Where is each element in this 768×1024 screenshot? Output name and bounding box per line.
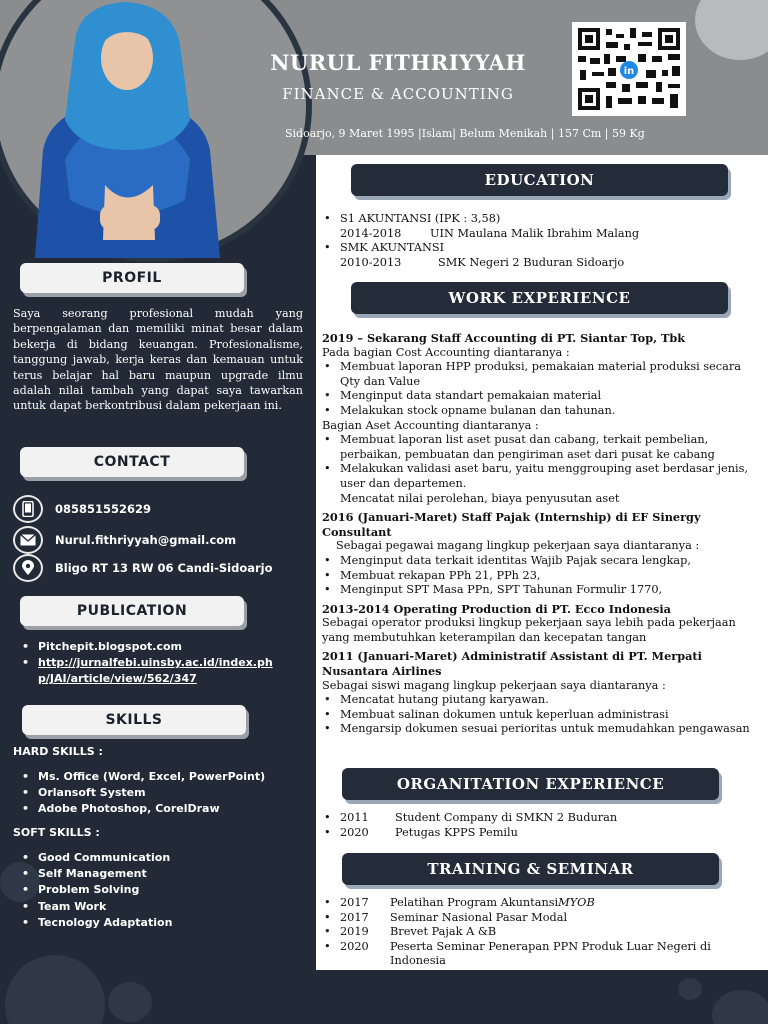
soft-skills-list [22,850,172,931]
job-subheading: Pada bagian Cost Accounting diantaranya : [322,345,570,359]
training-year: 2019 [340,925,369,939]
work-heading: WORK EXPERIENCE [351,282,728,314]
contact-address [13,554,273,582]
job-heading: 2011 (Januari-Maret) Administratif Assistant di PT. Merpati Nusantara Airlines [322,649,702,679]
list-item: • Melakukan stock opname bulanan dan tahunan. [322,404,758,419]
profil-heading: PROFIL [20,263,244,293]
list-item [322,911,758,926]
home-address: Bligo RT 13 RW 06 Candi-Sidoarjo [55,561,273,575]
soft-skills-label: SOFT SKILLS : [13,826,100,839]
org-heading: ORGANITATION EXPERIENCE [342,768,719,800]
location-pin-icon [13,554,43,582]
training-text: Peserta Seminar Penerapan PPN Produk Luar Negeri di Indonesia [390,939,711,968]
list-item: • Good Communication [22,850,172,866]
job-heading: 2016 (Januari-Maret) Staff Pajak (Internship) di EF Sinergy Consultant [322,510,701,539]
phone-icon [13,495,43,523]
candidate-role: FINANCE & ACCOUNTING [282,85,514,103]
list-item: • Membuat rekapan PPh 21, PPh 23, [322,569,758,584]
education-degree: S1 AKUNTANSI (IPK : 3,58) [340,212,501,225]
list-item: • Team Work [22,899,172,915]
list-item: • Problem Solving [22,882,172,898]
envelope-icon [13,526,43,554]
list-item: • Membuat laporan HPP produksi, pemakaian material produksi secara Qty dan Value [322,360,758,389]
publication-link-line1[interactable]: http://jurnalfebi.uinsby.ac.id/index.ph [38,656,273,670]
training-year: • 2020 [340,939,369,953]
publication-link-line2[interactable]: p/JAI/article/view/562/347 [38,672,197,686]
job-heading: 2019 – Sekarang Staff Accounting di PT. Siantar Top, Tbk [322,331,686,345]
publication-list [22,639,273,688]
education-years: 2010-2013 [340,255,402,269]
education-item [322,212,758,241]
training-year: 2017 [340,910,369,924]
list-item: • Ms. Office (Word, Excel, PowerPoint) [22,769,265,785]
contact-heading: CONTACT [20,447,244,477]
qr-code-icon [572,22,686,116]
list-item: • Orlansoft System [22,785,265,801]
profile-photo [25,0,230,258]
training-italic: MYOB [558,896,595,909]
org-section [322,811,758,840]
job-heading: 2013-2014 Operating Production di PT. Ecco Indonesia [322,601,671,616]
list-item [322,896,758,911]
email-address[interactable]: Nurul.fithriyyah@gmail.com [55,533,237,547]
list-item: • Adobe Photoshop, CorelDraw [22,801,265,817]
publication-heading: PUBLICATION [20,596,244,626]
list-item [322,940,758,969]
training-text: Brevet Pajak A &B [390,925,497,939]
list-item: • Menginput SPT Masa PPn, SPT Tahunan Formulir 1770, [322,583,758,598]
education-heading: EDUCATION [351,164,728,196]
list-item [22,655,273,687]
training-heading: TRAINING & SEMINAR [342,853,719,885]
list-item: • Menginput data terkait identitas Wajib Pajak secara lengkap, [322,554,758,569]
org-text: Student Company di SMKN 2 Buduran [395,811,618,824]
deco-circle [108,982,152,1022]
job-extra-line: Mencatat nilai perolehan, biaya penyusutan aset [340,491,620,505]
contact-phone [13,495,151,523]
education-school: SMK Negeri 2 Buduran Sidoarjo [438,255,625,269]
publication-link[interactable] [38,656,273,685]
hard-skills-list [22,769,265,818]
job-subheading: Bagian Aset Accounting diantaranya : [322,418,539,432]
hard-skills-label: HARD SKILLS : [13,745,103,758]
education-section [322,212,758,270]
list-item: • Mencatat hutang piutang karyawan. [322,693,758,708]
list-item: • Menginput data standart pemakaian material [322,389,758,404]
training-section [322,896,758,969]
org-year: 2011 [340,811,369,824]
education-item [322,241,758,270]
linkedin-badge: in [623,66,635,77]
job-description: Sebagai operator produksi lingkup pekerjaan saya lebih pada pekerjaan yang membutuhkan keterampilan dan kecepatan tangan [322,616,736,644]
list-item: • Self Management [22,866,172,882]
list-item [322,811,758,826]
candidate-name: NURUL FITHRIYYAH [270,50,526,75]
list-item: • Membuat salinan dokumen untuk keperluan administrasi [322,708,758,723]
list-item [322,826,758,841]
training-text: Pelatihan Program Akuntansi [390,896,559,909]
profil-text: Saya seorang profesional mudah yang berpengalaman dan memiliki minat besar dalam bekerja di bidang keuangan. Profesionalisme, tanggung jawab, kerja keras dan kemauan untuk terus belajar hal baru maupun upgrade ilmu adalah nilai tambah yang dapat saya tawarkan untuk dapat berkontribusi dalam pekerjaan ini. [13,307,303,413]
phone-number[interactable]: 085851552629 [55,502,152,516]
org-year: 2020 [340,825,369,839]
work-section [322,331,758,737]
list-item: • Melakukan validasi aset baru, yaitu menggrouping aset berdasar jenis, user dan departemen. [322,462,758,491]
education-years: 2014-2018 [340,226,402,240]
job-subheading: Sebagai siswi magang lingkup pekerjaan saya diantaranya : [322,678,666,692]
publication-blog[interactable]: Pitchepit.blogspot.com [38,640,183,653]
education-degree: SMK AKUNTANSI [340,241,445,255]
list-item [322,925,758,940]
list-item: • Tecnology Adaptation [22,915,172,931]
contact-email [13,526,236,554]
bio-line: Sidoarjo, 9 Maret 1995 |Islam| Belum Menikah | 157 Cm | 59 Kg [285,127,645,140]
job-subheading: Sebagai pegawai magang lingkup pekerjaan saya diantaranya : [336,539,700,553]
skills-heading: SKILLS [22,705,246,735]
deco-circle [678,978,702,1000]
list-item: • Membuat laporan list aset pusat dan cabang, terkait pembelian, perbaikan, pembuatan dan pengiriman aset dari pusat ke cabang [322,433,758,462]
training-year: 2017 [340,896,369,909]
list-item [22,639,273,655]
org-text: Petugas KPPS Pemilu [395,825,518,839]
training-text: Seminar Nasional Pasar Modal [390,910,568,924]
education-school: UIN Maulana Malik Ibrahim Malang [430,226,640,240]
list-item: • Mengarsip dokumen sesuai perioritas untuk memudahkan pengawasan [322,722,758,737]
